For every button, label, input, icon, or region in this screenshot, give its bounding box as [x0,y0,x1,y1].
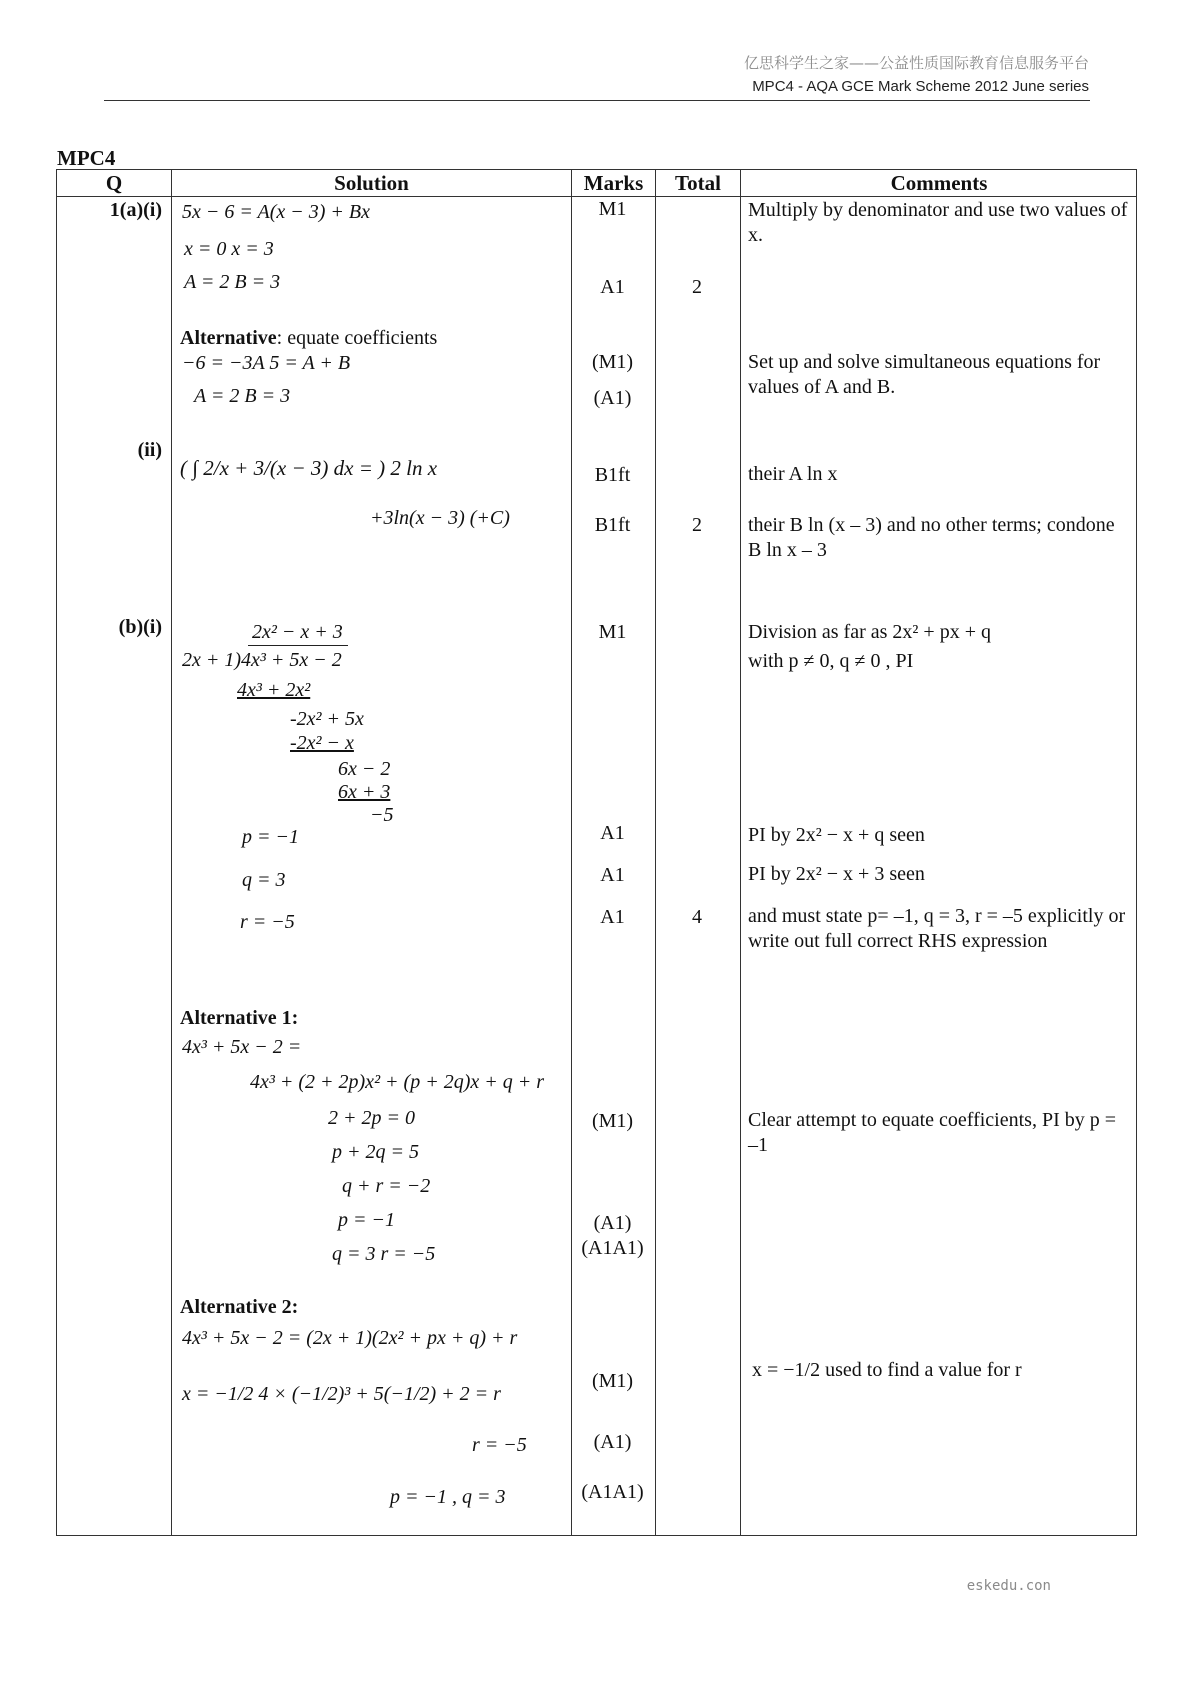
header-rule [104,100,1090,101]
question-label-1bi: (b)(i) [118,616,162,638]
th-solution: Solution [334,171,409,195]
col-divider-total [740,170,741,1535]
mark: (A1) [593,387,632,409]
col-divider-q [171,170,172,1535]
solution-line: 5x − 6 = A(x − 3) + Bx [182,201,371,223]
solution-line: −6 = −3A 5 = A + B [182,352,351,374]
solution-line: A = 2 B = 3 [194,385,291,407]
mark: (M1) [591,1370,634,1392]
header-site-name: 亿思科学生之家——公益性质国际教育信息服务平台 [743,54,1089,72]
comment: x = −1/2 used to find a value for r [752,1359,1022,1381]
mark: A1 [600,822,625,844]
solution-line: 4x³ + 5x − 2 = (2x + 1)(2x² + px + q) + r [182,1327,518,1349]
integral-expression: ( ∫ 2/x + 3/(x − 3) dx = ) 2 ln x [180,456,438,480]
division-dividend: 2x + 1)4x³ + 5x − 2 [182,649,342,671]
solution-line: 2 + 2p = 0 [328,1107,415,1129]
solution-line: p = −1 [338,1209,395,1231]
comment: and must state p= –1, q = 3, r = –5 explicitly or write out full correct RHS expression [748,905,1126,952]
solution-line: x = 0 x = 3 [184,238,274,260]
question-label-1aii: (ii) [137,439,162,461]
solution-line: 4x³ + 5x − 2 = [182,1036,302,1058]
division-quotient: 2x² − x + 3 [252,621,343,643]
comment: Set up and solve simultaneous equations for values of A and B. [748,351,1101,398]
col-divider-marks [655,170,656,1535]
comment: their B ln (x – 3) and no other terms; condone B ln x – 3 [748,514,1115,561]
mark: A1 [600,906,625,928]
solution-line: x = −1/2 4 × (−1/2)³ + 5(−1/2) + 2 = r [182,1383,501,1405]
total: 2 [692,276,702,298]
th-total: Total [675,171,721,195]
comment: their A ln x [748,463,838,485]
comment: Division as far as 2x² + px + q [748,621,991,643]
result-q: q = 3 [242,869,286,891]
col-divider-solution [571,170,572,1535]
solution-line: r = −5 [472,1434,527,1456]
division-step: -2x² + 5x [290,708,364,730]
mark: (A1) [593,1212,632,1234]
mark: (A1) [593,1431,632,1453]
alternative-2-heading: Alternative 2: [180,1296,299,1318]
mark: M1 [598,198,627,220]
th-q: Q [105,171,123,195]
alternative-heading [180,326,437,350]
mark: M1 [598,621,627,643]
alternative-1-heading: Alternative 1: [180,1007,299,1029]
alternative-label: Alternative [180,327,277,349]
solution-line: A = 2 B = 3 [184,271,281,293]
header-row-rule [57,196,1136,197]
division-step: -2x² − x [290,732,354,754]
division-step: 6x + 3 [338,781,391,803]
footer-watermark: eskedu.con [966,1578,1051,1594]
result-p: p = −1 [242,826,299,848]
mark: (M1) [591,1110,634,1132]
solution-line: q + r = −2 [342,1175,431,1197]
mark: B1ft [594,514,631,536]
solution-line: p = −1 , q = 3 [390,1486,506,1508]
mark: (A1A1) [581,1481,644,1503]
clipped-expression [250,1070,568,1094]
result-r: r = −5 [240,911,295,933]
solution-line: +3ln(x − 3) (+C) [370,507,510,529]
division-step: 6x − 2 [338,758,391,780]
mark: (M1) [591,351,634,373]
mark: (A1A1) [581,1237,644,1259]
comment: Multiply by denominator and use two values of x. [748,199,1128,246]
th-comments: Comments [890,171,988,195]
mark: B1ft [594,464,631,486]
comment: Clear attempt to equate coefficients, PI by p = –1 [748,1109,1117,1156]
solution-line: q = 3 r = −5 [332,1243,436,1265]
solution-line: p + 2q = 5 [332,1141,419,1163]
question-label-1ai: 1(a)(i) [109,199,162,221]
comment: with p ≠ 0, q ≠ 0 , PI [748,650,914,672]
mark: A1 [600,864,625,886]
division-remainder: −5 [370,804,394,826]
comment: PI by 2x² − x + 3 seen [748,863,925,885]
header-series: MPC4 - AQA GCE Mark Scheme 2012 June series [752,78,1089,95]
division-bar [248,645,348,646]
division-step: 4x³ + 2x² [237,679,311,701]
mark: A1 [600,276,625,298]
th-marks: Marks [583,171,644,195]
total: 4 [692,906,702,928]
alternative-text: : equate coefficients [276,327,438,349]
solution-line: 4x³ + (2 + 2p)x² + (p + 2q)x + q + r [250,1071,545,1093]
section-title: MPC4 [57,146,116,170]
comment: PI by 2x² − x + q seen [748,824,925,846]
total: 2 [692,514,702,536]
